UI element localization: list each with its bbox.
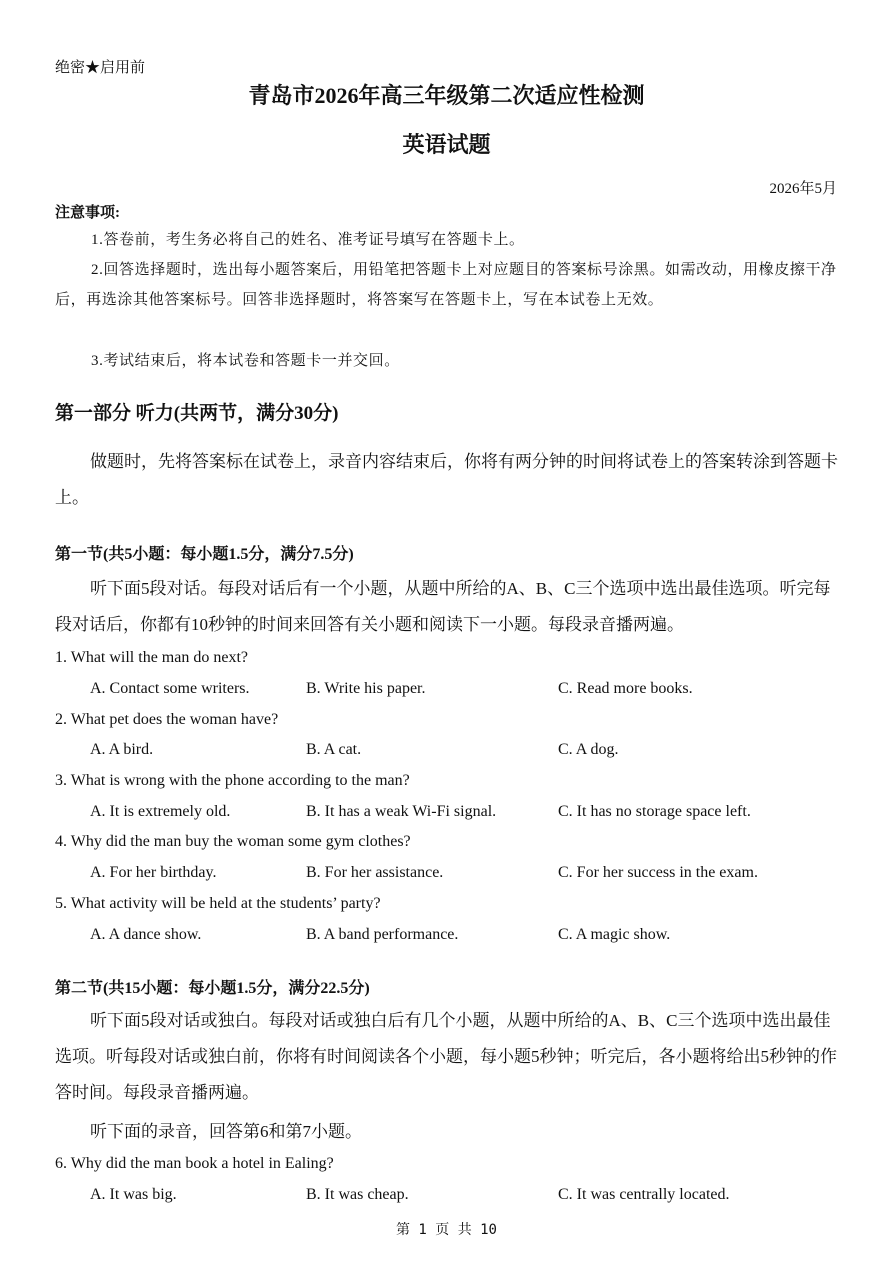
section2-intro: 听下面5段对话或独白。每段对话或独白后有几个小题，从题中所给的A、B、C三个选项中选出最佳选项。听每段对话或独白前，你将有时间阅读各个小题，每小题5秒钟；听完后，各小题将给出5秒钟的作答时间。每段录音播两遍。	[55, 1011, 837, 1102]
q1-option-a: A. Contact some writers.	[90, 680, 250, 697]
q6-option-c: C. It was centrally located.	[558, 1186, 730, 1203]
q6-option-b: B. It was cheap.	[306, 1186, 409, 1203]
notice-item-2: 2.回答选择题时，选出每小题答案后，用铅笔把答题卡上对应题目的答案标号涂黑。如需改动，用橡皮擦干净后，再选涂其他答案标号。回答非选择题时，将答案写在答题卡上，写在本试卷上无效。	[55, 262, 837, 308]
q3-option-b: B. It has a weak Wi-Fi signal.	[306, 803, 497, 820]
question-2: 2. What pet does the woman have?	[55, 711, 279, 728]
q4-option-c: C. For her success in the exam.	[558, 864, 758, 881]
page-footer: 第 1 页 共 10	[395, 1222, 497, 1238]
q4-option-a: A. For her birthday.	[90, 864, 217, 881]
exam-title: 青岛市2026年高三年级第二次适应性检测	[248, 83, 645, 108]
q3-option-a: A. It is extremely old.	[90, 803, 231, 820]
question-1: 1. What will the man do next?	[55, 649, 248, 666]
exam-date: 2026年5月	[769, 181, 837, 197]
section1-heading: 第一节(共5小题：每小题1.5分，满分7.5分)	[55, 546, 354, 563]
q2-option-a: A. A bird.	[90, 741, 154, 758]
confidential-label: 绝密★启用前	[55, 60, 146, 76]
question-5: 5. What activity will be held at the students’ party?	[55, 895, 381, 912]
q1-option-b: B. Write his paper.	[306, 680, 426, 697]
question-3: 3. What is wrong with the phone according to the man?	[55, 772, 410, 789]
q6-option-a: A. It was big.	[90, 1186, 177, 1203]
q2-option-b: B. A cat.	[306, 741, 362, 758]
section2-listen-note: 听下面的录音，回答第6和第7小题。	[90, 1122, 362, 1141]
exam-subtitle: 英语试题	[402, 132, 491, 157]
q2-option-c: C. A dog.	[558, 741, 619, 758]
q5-option-a: A. A dance show.	[90, 926, 202, 943]
notice-item-3: 3.考试结束后，将本试卷和答题卡一并交回。	[91, 353, 400, 369]
q4-option-b: B. For her assistance.	[306, 864, 444, 881]
question-6: 6. Why did the man book a hotel in Ealing?	[55, 1155, 334, 1172]
q5-option-c: C. A magic show.	[558, 926, 671, 943]
section2-heading: 第二节(共15小题：每小题1.5分，满分22.5分)	[55, 980, 370, 997]
section1-intro: 听下面5段对话。每段对话后有一个小题，从题中所给的A、B、C三个选项中选出最佳选项。听完每段对话后，你都有10秒钟的时间来回答有关小题和阅读下一小题。每段录音播两遍。	[55, 579, 831, 634]
notice-heading: 注意事项:	[55, 205, 120, 221]
q3-option-c: C. It has no storage space left.	[558, 803, 751, 820]
part1-heading: 第一部分 听力(共两节，满分30分)	[55, 403, 339, 424]
part1-intro: 做题时，先将答案标在试卷上，录音内容结束后，你将有两分钟的时间将试卷上的答案转涂到答题卡上。	[55, 452, 838, 507]
notice-item-1: 1.答卷前，考生务必将自己的姓名、准考证号填写在答题卡上。	[91, 232, 525, 248]
q1-option-c: C. Read more books.	[558, 680, 693, 697]
q5-option-b: B. A band performance.	[306, 926, 459, 943]
question-4: 4. Why did the man buy the woman some gym clothes?	[55, 833, 411, 850]
